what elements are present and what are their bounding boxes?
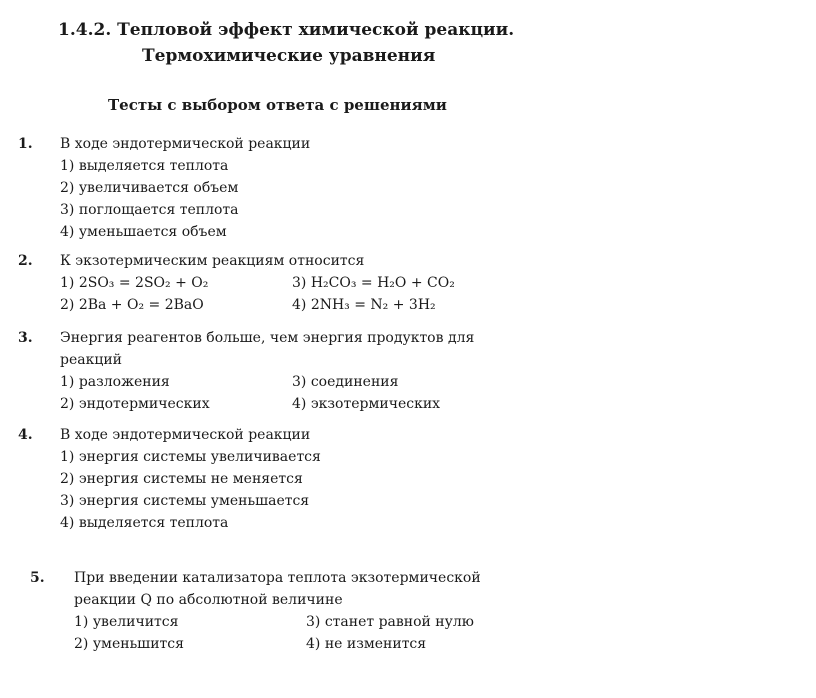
- answer-option: 2) уменьшится: [74, 636, 184, 652]
- question-number: 2.: [18, 253, 33, 269]
- answer-option: 2) 2Ba + O₂ = 2BaO: [60, 297, 204, 313]
- answer-option: 3) энергия системы уменьшается: [60, 493, 310, 509]
- answer-option: 2) эндотермических: [60, 396, 210, 412]
- question-stem-continued: реакции Q по абсолютной величине: [74, 592, 343, 608]
- answer-option: 2) энергия системы не меняется: [60, 471, 303, 487]
- question-number: 5.: [30, 570, 45, 586]
- answer-row: [74, 611, 574, 633]
- question-number: 3.: [18, 330, 33, 346]
- question-body: [60, 424, 560, 534]
- answer-row: [60, 371, 560, 393]
- answer-row: [60, 272, 560, 294]
- answer-option: 3) поглощается теплота: [60, 202, 239, 218]
- answer-option: 1) энергия системы увеличивается: [60, 449, 321, 465]
- question-number: 4.: [18, 427, 33, 443]
- section-title-line2: Термохимические уравнения: [142, 46, 436, 66]
- answer-option: 4) не изменится: [306, 636, 427, 652]
- question-5: [30, 567, 590, 659]
- answer-option: 1) выделяется теплота: [60, 158, 229, 174]
- answer-option: 1) увеличится: [74, 614, 179, 630]
- question-body: [74, 567, 574, 655]
- section-title: 1.4.2. Тепловой эффект химической реакции.: [58, 20, 515, 40]
- answer-row: [74, 633, 574, 655]
- question-number: 1.: [18, 136, 33, 152]
- answer-row: [60, 393, 560, 415]
- answer-option: 3) H₂CO₃ = H₂O + CO₂: [292, 275, 455, 291]
- answer-option: 1) 2SO₃ = 2SO₂ + O₂: [60, 275, 209, 291]
- answer-option: 3) соединения: [292, 374, 399, 390]
- question-stem: Энергия реагентов больше, чем энергия продуктов для: [60, 330, 475, 346]
- answer-option: 4) экзотермических: [292, 396, 441, 412]
- question-4: [18, 424, 578, 536]
- question-stem: К экзотермическим реакциям относится: [60, 253, 365, 269]
- question-body: [60, 133, 560, 243]
- question-2: [18, 250, 578, 320]
- tests-subtitle: Тесты с выбором ответа с решениями: [108, 96, 447, 114]
- question-body: [60, 327, 560, 415]
- question-stem: В ходе эндотермической реакции: [60, 427, 311, 443]
- question-stem: В ходе эндотермической реакции: [60, 136, 311, 152]
- answer-option: 2) увеличивается объем: [60, 180, 239, 196]
- question-body: [60, 250, 560, 316]
- question-stem: При введении катализатора теплота экзотермической: [74, 570, 481, 586]
- answer-option: 4) 2NH₃ = N₂ + 3H₂: [292, 297, 436, 313]
- question-1: [18, 133, 578, 243]
- question-stem-continued: реакций: [60, 352, 123, 368]
- answer-option: 4) выделяется теплота: [60, 515, 229, 531]
- answer-option: 1) разложения: [60, 374, 170, 390]
- answer-option: 3) станет равной нулю: [306, 614, 474, 630]
- answer-row: [60, 294, 560, 316]
- question-3: [18, 327, 578, 419]
- answer-option: 4) уменьшается объем: [60, 224, 227, 240]
